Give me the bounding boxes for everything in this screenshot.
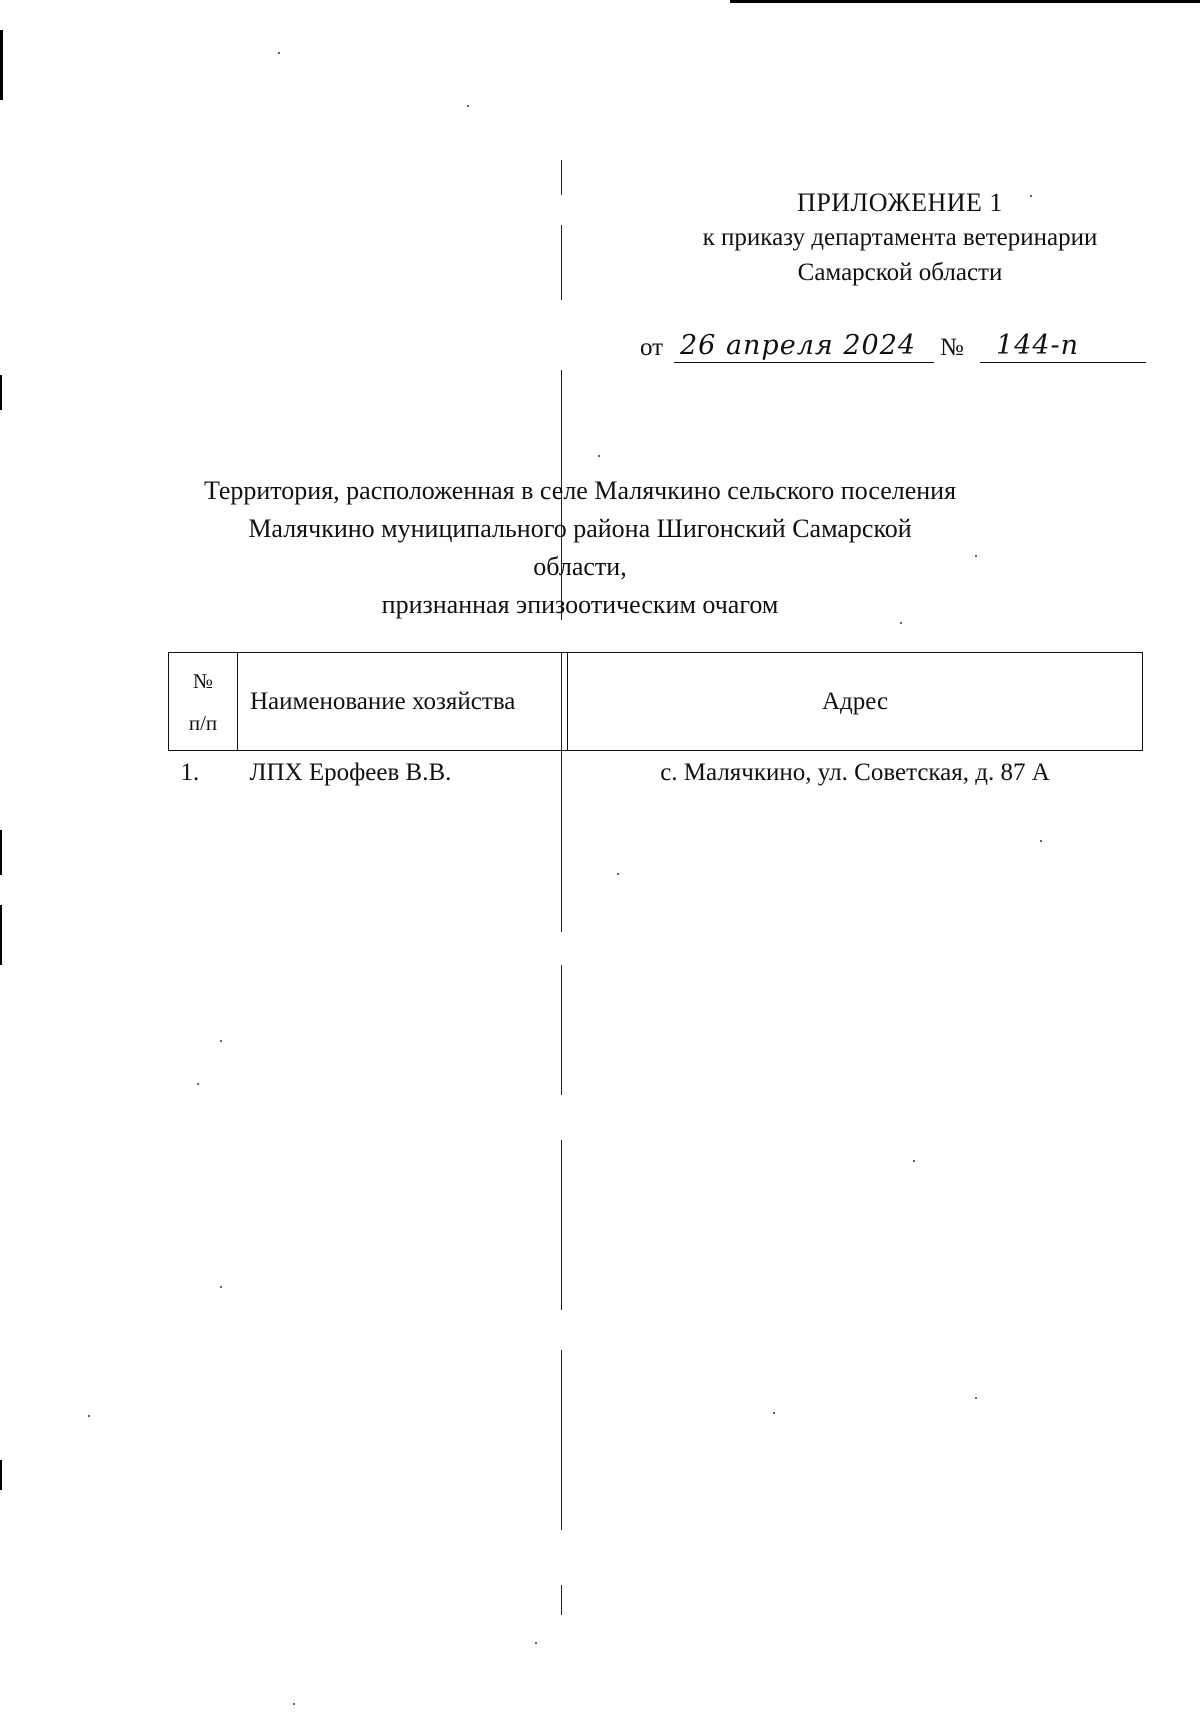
scan-speck bbox=[773, 1412, 775, 1414]
title-line-2: Малячкино муниципального района Шигонский Самарской области, bbox=[248, 514, 912, 581]
fold-line bbox=[561, 1350, 562, 1530]
document-title bbox=[200, 472, 960, 624]
row-address: с. Малячкино, ул. Советская, д. 87 А bbox=[660, 759, 1050, 786]
fold-line bbox=[561, 225, 562, 300]
scan-edge-mark bbox=[0, 30, 3, 100]
appendix-header bbox=[660, 185, 1140, 290]
scan-speck bbox=[535, 1642, 537, 1644]
fold-line bbox=[561, 160, 562, 195]
fold-line bbox=[561, 1585, 562, 1615]
scan-speck bbox=[598, 455, 600, 457]
scan-speck bbox=[975, 555, 977, 557]
header-number bbox=[169, 653, 238, 751]
appendix-title: ПРИЛОЖЕНИЕ 1 bbox=[797, 188, 1003, 217]
row-farm-name: ЛПХ Ерофеев В.В. bbox=[249, 759, 452, 786]
scan-speck bbox=[278, 52, 280, 54]
scan-speck bbox=[913, 1160, 915, 1162]
table-row bbox=[169, 751, 1143, 796]
order-reference bbox=[640, 330, 1140, 370]
scan-speck bbox=[293, 1703, 295, 1705]
scan-speck bbox=[1040, 840, 1042, 842]
table-header-row bbox=[169, 653, 1143, 751]
scan-speck bbox=[88, 1415, 90, 1417]
fold-line bbox=[561, 965, 562, 1095]
scan-speck bbox=[197, 1083, 199, 1085]
order-number-label: № bbox=[940, 334, 964, 361]
scan-speck bbox=[617, 873, 619, 875]
header-farm-name: Наименование хозяйства bbox=[238, 653, 568, 751]
appendix-line-2: Самарской области bbox=[797, 259, 1003, 286]
header-number-line-2: п/п bbox=[188, 710, 218, 735]
title-line-3: признанная эпизоотическим очагом bbox=[381, 590, 779, 619]
scan-speck bbox=[975, 1397, 977, 1399]
fold-line bbox=[561, 1140, 562, 1310]
scan-speck bbox=[220, 1040, 222, 1042]
farms-table bbox=[168, 652, 1143, 795]
scan-edge-mark bbox=[0, 830, 2, 875]
scan-edge-mark bbox=[0, 905, 2, 965]
order-date-prefix: от bbox=[640, 334, 664, 361]
header-address: Адрес bbox=[568, 653, 1143, 751]
appendix-line-1: к приказу департамента ветеринарии bbox=[702, 224, 1098, 251]
header-number-line-1: № bbox=[192, 668, 214, 693]
scan-edge-mark bbox=[0, 375, 2, 410]
title-line-1: Территория, расположенная в селе Малячкино сельского поселения bbox=[203, 476, 957, 505]
scan-speck bbox=[220, 1286, 222, 1288]
row-number: 1. bbox=[180, 759, 200, 786]
order-number-handwritten: 144-п bbox=[980, 330, 1146, 363]
scan-edge-mark bbox=[0, 1460, 2, 1490]
scan-edge-line bbox=[730, 0, 1200, 3]
order-date-handwritten: 26 апреля 2024 bbox=[674, 330, 934, 363]
scan-speck bbox=[467, 105, 469, 107]
